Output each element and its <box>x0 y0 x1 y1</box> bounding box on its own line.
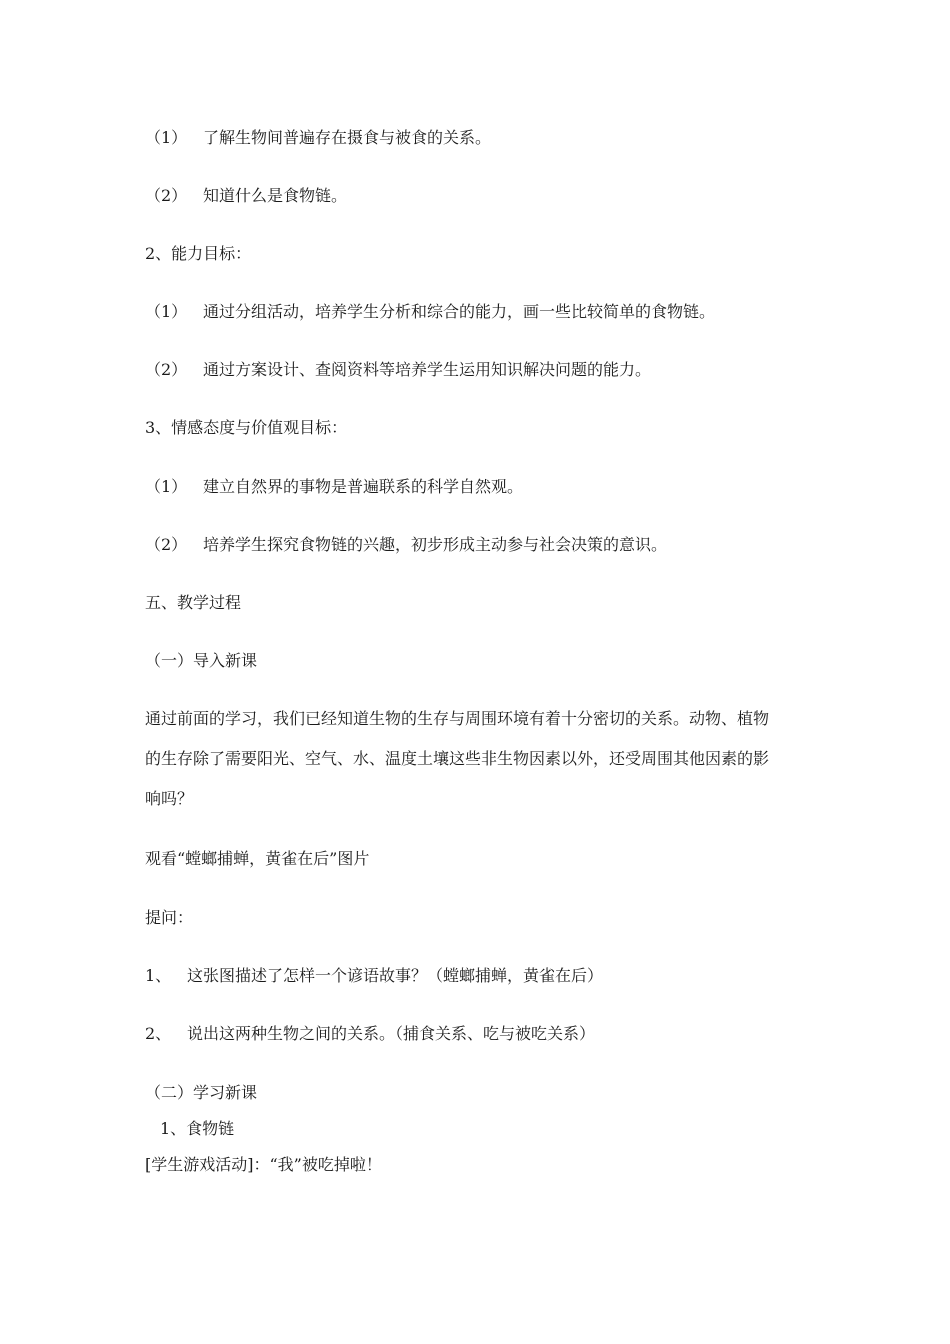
item-number: （1） <box>145 302 188 321</box>
item-text: 说出这两种生物之间的关系。（捕食关系、吃与被吃关系） <box>187 1024 596 1043</box>
question-item <box>145 1024 595 1044</box>
section-heading: 2、能力目标： <box>145 244 252 263</box>
paragraph-line: 观看“螳螂捕蝉，黄雀在后”图片 <box>145 849 370 868</box>
paragraph-line: 通过前面的学习，我们已经知道生物的生存与周围环境有着十分密切的关系。动物、植物 <box>145 709 770 728</box>
item-text: 通过方案设计、查阅资料等培养学生运用知识解决问题的能力。 <box>203 360 652 379</box>
item-text: 培养学生探究食物链的兴趣，初步形成主动参与社会决策的意识。 <box>203 535 668 554</box>
subsection-heading: （二）学习新课 <box>145 1083 258 1102</box>
item-number: （1） <box>145 477 188 496</box>
objective-item <box>145 186 347 206</box>
item-text: 通过分组活动，培养学生分析和综合的能力，画一些比较简单的食物链。 <box>203 302 716 321</box>
item-number: （1） <box>145 128 188 147</box>
subsection-heading: 1、食物链 <box>160 1119 235 1138</box>
paragraph-line: 的生存除了需要阳光、空气、水、温度土壤这些非生物因素以外，还受周围其他因素的影 <box>145 749 770 768</box>
item-number: 2、 <box>145 1024 172 1043</box>
objective-item <box>145 360 651 380</box>
item-number: （2） <box>145 186 188 205</box>
item-text: 了解生物间普遍存在摄食与被食的关系。 <box>203 128 492 147</box>
item-number: （2） <box>145 360 188 379</box>
item-text: 知道什么是食物链。 <box>203 186 348 205</box>
paragraph-line: 提问： <box>145 908 194 927</box>
objective-item <box>145 535 667 555</box>
subsection-heading: （一）导入新课 <box>145 651 258 670</box>
item-number: （2） <box>145 535 188 554</box>
item-number: 1、 <box>145 966 172 985</box>
objective-item <box>145 477 523 497</box>
question-item <box>145 966 603 986</box>
section-heading: 五、教学过程 <box>145 593 242 612</box>
paragraph-line: 响吗？ <box>145 789 194 808</box>
item-text: 这张图描述了怎样一个谚语故事？（螳螂捕蝉，黄雀在后） <box>187 966 604 985</box>
objective-item <box>145 128 491 148</box>
activity-line: [学生游戏活动]：“我”被吃掉啦！ <box>145 1155 382 1174</box>
objective-item <box>145 302 715 322</box>
section-heading: 3、情感态度与价值观目标： <box>145 418 348 437</box>
item-text: 建立自然界的事物是普遍联系的科学自然观。 <box>203 477 524 496</box>
